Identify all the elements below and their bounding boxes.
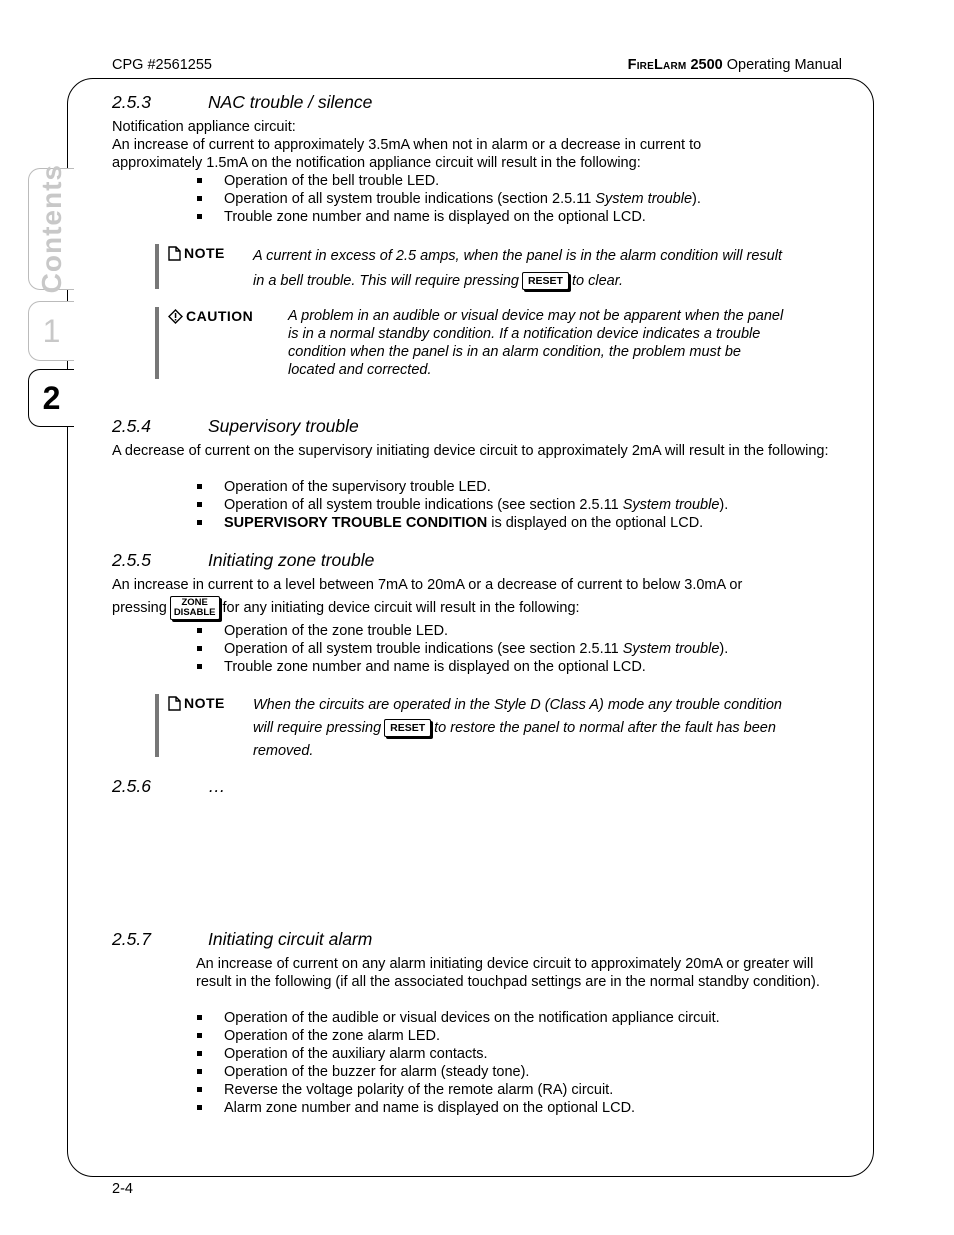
section-heading-2-5-5 (112, 551, 512, 571)
section-heading-2-5-7 (112, 930, 512, 950)
list-item: Trouble zone number and name is displayed on the optional LCD. (196, 658, 846, 676)
section-title: Initiating zone trouble (208, 550, 375, 570)
paragraph: An increase in current to a level between 7mA to 20mA or a decrease of current to below 3.0mA or (112, 577, 743, 593)
page-number: 2-4 (112, 1181, 133, 1197)
reset-key: RESET (522, 272, 569, 290)
model-number: 2500 (690, 57, 723, 73)
list-item: Operation of all system trouble indications (see section 2.5.11 System trouble). (196, 496, 846, 514)
paragraph: A decrease of current on the supervisory initiating device circuit to approximately 2mA will result in the following: (112, 443, 829, 459)
paragraph: pressing ZONE DISABLE for any initiating device circuit will result in the following: (112, 597, 580, 618)
manual-title-rest: Operating Manual (726, 57, 842, 73)
list-item: Reverse the voltage polarity of the remote alarm (RA) circuit. (196, 1081, 846, 1099)
list-item: Operation of all system trouble indications (see section 2.5.11 System trouble). (196, 640, 846, 658)
paragraph: An increase of current on any alarm initiating device circuit to approximately 20mA or greater will result in the following (if all the associated touchpad settings are in the normal standby condition). (196, 956, 820, 990)
note-bar (155, 694, 159, 757)
bullet-list (196, 1009, 846, 1117)
zone-disable-key: ZONE DISABLE (170, 596, 220, 620)
section-title: … (208, 776, 226, 796)
paragraph: An increase of current to approximately 3.5mA when not in alarm or a decrease in current to approximately 1.5mA on the notification appliance circuit will result in the following: (112, 137, 702, 171)
note-label: NOTE (168, 694, 225, 712)
bullet-list (196, 622, 846, 676)
list-item: Alarm zone number and name is displayed on the optional LCD. (196, 1099, 846, 1117)
document-id: CPG #2561255 (112, 57, 212, 73)
tab-chapter-2-label: 2 (42, 380, 61, 416)
list-item: Operation of the audible or visual devices on the notification appliance circuit. (196, 1009, 846, 1027)
caution-bar (155, 307, 159, 379)
caution-icon (168, 309, 183, 324)
list-item: Operation of the supervisory trouble LED. (196, 478, 846, 496)
section-number: 2.5.5 (112, 550, 151, 570)
section-heading-2-5-3 (112, 93, 512, 113)
list-item: SUPERVISORY TROUBLE CONDITION is displayed on the optional LCD. (196, 514, 846, 532)
reset-key: RESET (384, 719, 431, 737)
note-icon (168, 246, 181, 261)
section-title: Supervisory trouble (208, 416, 359, 436)
paragraph: Notification appliance circuit: (112, 119, 296, 135)
note-icon (168, 696, 181, 711)
note-text: When the circuits are operated in the Style D (Class A) mode any trouble condition will require pressing RESET to restore the panel to normal after the fault has been removed. (253, 697, 782, 759)
section-title: Initiating circuit alarm (208, 929, 373, 949)
bullet-list (196, 172, 846, 226)
brand-name: FireLarm (627, 57, 687, 73)
note-label: NOTE (168, 244, 225, 262)
note-text: A current in excess of 2.5 amps, when the panel is in the alarm condition will result in a bell trouble. This will require pressing RESET to clear. (253, 248, 782, 289)
note-bar (155, 244, 159, 289)
section-heading-2-5-6 (112, 777, 512, 797)
manual-title (628, 56, 842, 74)
tab-chapter-1-label: 1 (42, 313, 61, 349)
section-title: NAC trouble / silence (208, 92, 373, 112)
section-number: 2.5.7 (112, 929, 151, 949)
list-item: Operation of the buzzer for alarm (steady tone). (196, 1063, 846, 1081)
tab-contents[interactable] (28, 164, 74, 294)
caution-text: A problem in an audible or visual device may not be apparent when the panel is in a normal standby condition. If a notification device indicates a trouble condition when the panel is in an alarm condition, the problem must be located and corrected. (288, 308, 784, 378)
list-item: Operation of the zone alarm LED. (196, 1027, 846, 1045)
tab-chapter-1[interactable] (28, 301, 74, 361)
list-item: Trouble zone number and name is displayed on the optional LCD. (196, 208, 846, 226)
section-number: 2.5.6 (112, 776, 151, 796)
section-heading-2-5-4 (112, 417, 512, 437)
list-item: Operation of the zone trouble LED. (196, 622, 846, 640)
list-item: Operation of the auxiliary alarm contacts. (196, 1045, 846, 1063)
bullet-list (196, 478, 846, 532)
section-number: 2.5.3 (112, 92, 151, 112)
tab-chapter-2[interactable] (28, 369, 74, 427)
list-item: Operation of the bell trouble LED. (196, 172, 846, 190)
list-item: Operation of all system trouble indications (section 2.5.11 System trouble). (196, 190, 846, 208)
tab-contents-label: Contents (35, 164, 67, 294)
caution-label: CAUTION (168, 307, 253, 325)
section-number: 2.5.4 (112, 416, 151, 436)
